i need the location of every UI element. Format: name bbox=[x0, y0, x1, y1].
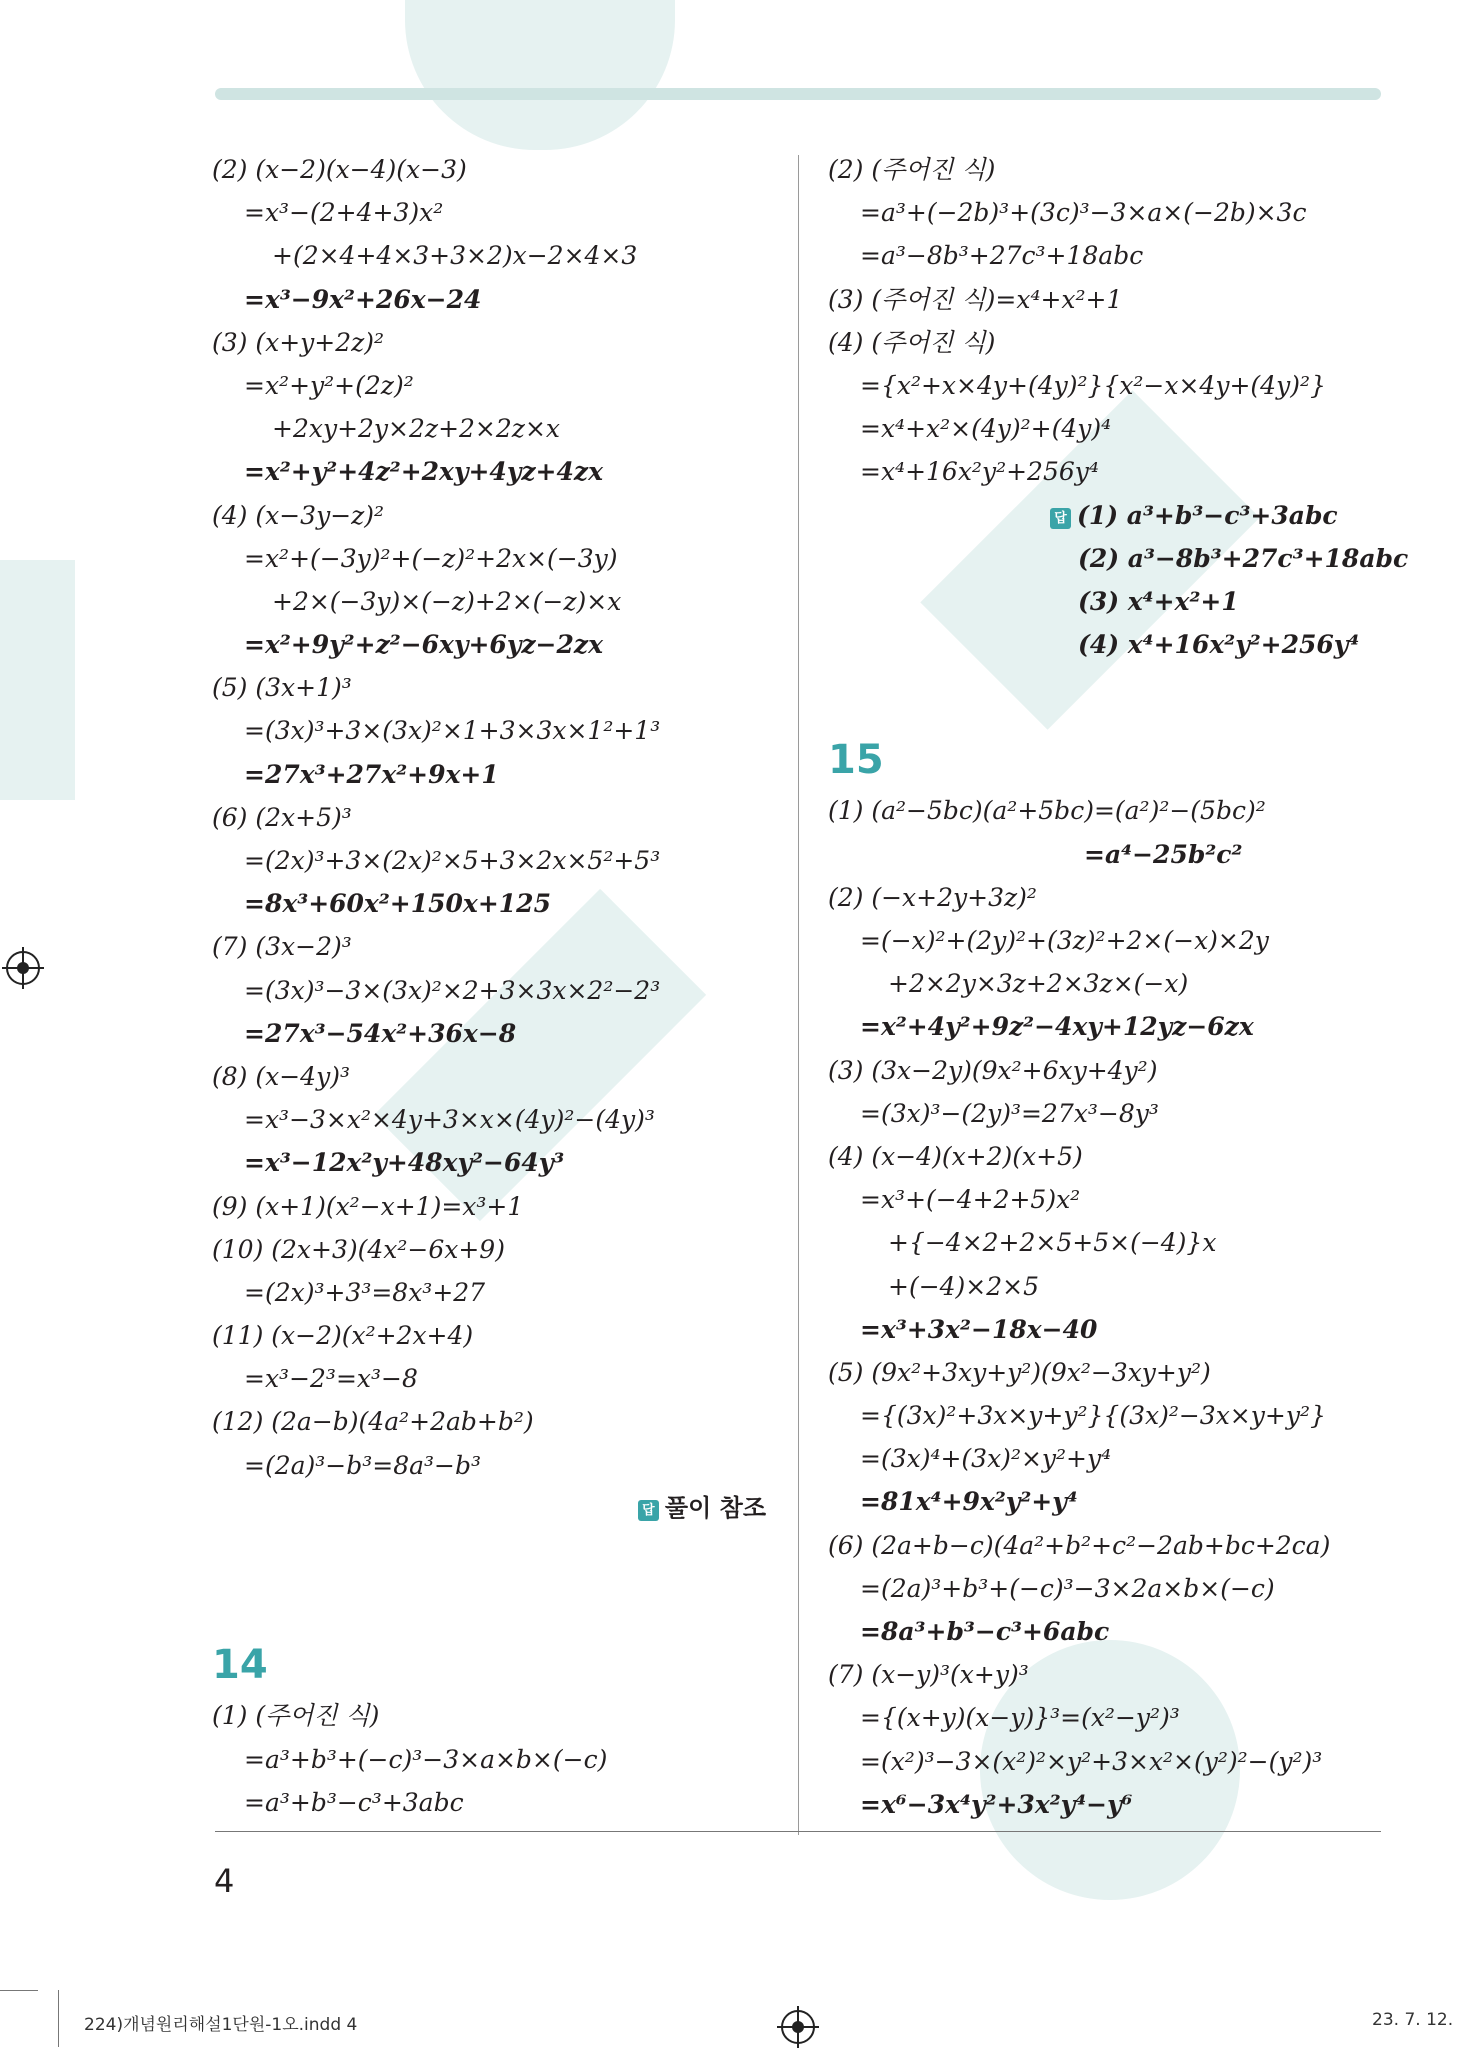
solution-line: =x³−(2+4+3)x² bbox=[244, 198, 444, 228]
solution-line: =8x³+60x²+150x+125 bbox=[244, 889, 551, 919]
solution-line: =x³−2³=x³−8 bbox=[244, 1364, 418, 1394]
solution-line: =a³−8b³+27c³+18abc bbox=[860, 241, 1144, 271]
solution-line: =(3x)³+3×(3x)²×1+3×3x×1²+1³ bbox=[244, 716, 661, 746]
page-number: 4 bbox=[214, 1862, 235, 1900]
answer-tag: 답 bbox=[1050, 508, 1071, 529]
solution-line: =x³−12x²y+48xy²−64y³ bbox=[244, 1148, 565, 1178]
solution-line: =x²+(−3y)²+(−z)²+2x×(−3y) bbox=[244, 543, 618, 573]
solution-line: ={(3x)²+3x×y+y²}{(3x)²−3x×y+y²} bbox=[860, 1401, 1326, 1431]
solution-line: =(x²)³−3×(x²)²×y²+3×x²×(y²)²−(y²)³ bbox=[860, 1746, 1323, 1776]
answer-line-3: (3) x⁴+x²+1 bbox=[1078, 586, 1239, 616]
solution-line: =x³+3x²−18x−40 bbox=[860, 1314, 1098, 1344]
spacer bbox=[828, 666, 1380, 709]
solution-line: =(2x)³+3³=8x³+27 bbox=[244, 1277, 486, 1307]
answer-line-2: (2) a³−8b³+27c³+18abc bbox=[1078, 543, 1409, 573]
section-15-lines bbox=[828, 789, 1380, 1826]
top-decorative-bar bbox=[215, 88, 1381, 100]
watermark-shape bbox=[0, 560, 75, 800]
spacer bbox=[212, 1573, 784, 1616]
solution-line: =x²+4y²+9z²−4xy+12yz−6zx bbox=[860, 1012, 1254, 1042]
solution-line: +(2×4+4×3+3×2)x−2×4×3 bbox=[272, 241, 638, 271]
solution-line: +(−4)×2×5 bbox=[888, 1271, 1040, 1301]
solution-line: +2xy+2y×2z+2×2z×x bbox=[272, 414, 561, 444]
solution-line: (6) (2x+5)³ bbox=[212, 802, 352, 832]
solution-line: (3) (x+y+2z)² bbox=[212, 327, 385, 357]
solution-line: =x⁶−3x⁴y²+3x²y⁴−y⁶ bbox=[860, 1789, 1133, 1819]
answer-text: (1) a³+b³−c³+3abc bbox=[1077, 500, 1338, 530]
answer-tag: 답 bbox=[638, 1500, 659, 1521]
solution-line: =(3x)⁴+(3x)²×y²+y⁴ bbox=[860, 1444, 1112, 1474]
solution-line: =27x³+27x²+9x+1 bbox=[244, 759, 499, 789]
solution-line: =x⁴+x²×(4y)²+(4y)⁴ bbox=[860, 414, 1112, 444]
answer-line-1 bbox=[828, 494, 1380, 537]
solution-line: =81x⁴+9x²y²+y⁴ bbox=[860, 1487, 1078, 1517]
footer-date: 23. 7. 12. bbox=[1372, 2010, 1454, 2030]
crop-mark bbox=[0, 1990, 38, 1991]
registration-mark-icon bbox=[781, 2010, 815, 2044]
solution-line: (5) (9x²+3xy+y²)(9x²−3xy+y²) bbox=[828, 1357, 1211, 1387]
solution-line: =x²+y²+4z²+2xy+4yz+4zx bbox=[244, 457, 603, 487]
solution-line: (2) (주어진 식) bbox=[828, 155, 996, 184]
solution-line: (1) (a²−5bc)(a²+5bc)=(a²)²−(5bc)² bbox=[828, 796, 1266, 826]
solution-line: (5) (3x+1)³ bbox=[212, 673, 352, 703]
solution-line: (11) (x−2)(x²+2x+4) bbox=[212, 1321, 474, 1351]
right-column bbox=[828, 148, 1409, 1826]
answer-reference bbox=[212, 1487, 784, 1530]
solution-line: (4) (x−4)(x+2)(x+5) bbox=[828, 1141, 1083, 1171]
left-column bbox=[212, 148, 784, 1824]
left-solution-lines bbox=[212, 148, 784, 1487]
solution-line: =(2a)³+b³+(−c)³−3×2a×b×(−c) bbox=[860, 1573, 1275, 1603]
solution-line: (6) (2a+b−c)(4a²+b²+c²−2ab+bc+2ca) bbox=[828, 1530, 1331, 1560]
solution-line: (7) (x−y)³(x+y)³ bbox=[828, 1660, 1029, 1690]
bottom-rule bbox=[215, 1831, 1381, 1832]
solution-line: +{−4×2+2×5+5×(−4)}x bbox=[888, 1228, 1217, 1258]
solution-line: =(−x)²+(2y)²+(3z)²+2×(−x)×2y bbox=[860, 926, 1269, 955]
section-14-lines bbox=[212, 1694, 784, 1824]
solution-line: +2×2y×3z+2×3z×(−x) bbox=[888, 969, 1189, 999]
column-divider bbox=[798, 155, 799, 1835]
solution-line: (4) (x−3y−z)² bbox=[212, 500, 385, 530]
solution-line: =(3x)³−(2y)³=27x³−8y³ bbox=[860, 1098, 1159, 1128]
solution-line: (2) (x−2)(x−4)(x−3) bbox=[212, 155, 467, 184]
solution-line: (10) (2x+3)(4x²−6x+9) bbox=[212, 1234, 505, 1264]
solution-line: (3) (주어진 식)=x⁴+x²+1 bbox=[828, 284, 1123, 314]
spacer bbox=[828, 709, 1380, 731]
solution-line: (3) (3x−2y)(9x²+6xy+4y²) bbox=[828, 1055, 1158, 1085]
solution-line: =(3x)³−3×(3x)²×2+3×3x×2²−2³ bbox=[244, 975, 661, 1005]
solution-line: =x²+y²+(2z)² bbox=[244, 370, 414, 400]
solution-line: =x²+9y²+z²−6xy+6yz−2zx bbox=[244, 630, 603, 660]
solution-line: (2) (−x+2y+3z)² bbox=[828, 882, 1037, 912]
solution-line: (1) (주어진 식) bbox=[212, 1701, 380, 1731]
spacer bbox=[212, 1616, 784, 1636]
solution-line: (9) (x+1)(x²−x+1)=x³+1 bbox=[212, 1191, 524, 1221]
answer-line-4: (4) x⁴+16x²y²+256y⁴ bbox=[1078, 630, 1360, 660]
solution-line: =a³+b³+(−c)³−3×a×b×(−c) bbox=[244, 1744, 608, 1774]
solution-line: =8a³+b³−c³+6abc bbox=[860, 1617, 1110, 1646]
solution-line: =x³+(−4+2+5)x² bbox=[860, 1185, 1081, 1215]
solution-line: (7) (3x−2)³ bbox=[212, 932, 352, 962]
solution-line: =a³+(−2b)³+(3c)³−3×a×(−2b)×3c bbox=[860, 198, 1307, 228]
solution-line: =(2a)³−b³=8a³−b³ bbox=[244, 1450, 482, 1480]
solution-line: =x⁴+16x²y²+256y⁴ bbox=[860, 457, 1099, 487]
solution-line: (4) (주어진 식) bbox=[828, 327, 996, 357]
crop-mark bbox=[58, 1990, 59, 2047]
footer-file-info: 224)개념원리해설1단원-1오.indd 4 bbox=[84, 2015, 358, 2035]
solution-line: =x³−9x²+26x−24 bbox=[244, 284, 482, 314]
solution-line: =a⁴−25b²c² bbox=[1084, 839, 1243, 869]
spacer bbox=[212, 1530, 784, 1573]
solution-line: ={(x+y)(x−y)}³=(x²−y²)³ bbox=[860, 1703, 1180, 1733]
solution-line: =a³+b³−c³+3abc bbox=[244, 1787, 464, 1817]
solution-line: =x³−3×x²×4y+3×x×(4y)²−(4y)³ bbox=[244, 1105, 655, 1135]
watermark-shape bbox=[405, 0, 675, 150]
registration-mark-icon bbox=[6, 951, 40, 985]
solution-line: +2×(−3y)×(−z)+2×(−z)×x bbox=[272, 586, 622, 616]
answer-reference-text: 풀이 참조 bbox=[664, 1493, 766, 1522]
right-solution-lines bbox=[828, 148, 1380, 494]
section-number-15: 15 bbox=[828, 737, 884, 784]
section-number-14: 14 bbox=[212, 1642, 268, 1689]
solution-line: ={x²+x×4y+(4y)²}{x²−x×4y+(4y)²} bbox=[860, 370, 1326, 400]
solution-line: (8) (x−4y)³ bbox=[212, 1061, 350, 1091]
solution-line: (12) (2a−b)(4a²+2ab+b²) bbox=[212, 1407, 534, 1437]
solution-line: =(2x)³+3×(2x)²×5+3×2x×5²+5³ bbox=[244, 846, 661, 875]
solution-line: =27x³−54x²+36x−8 bbox=[244, 1018, 517, 1048]
